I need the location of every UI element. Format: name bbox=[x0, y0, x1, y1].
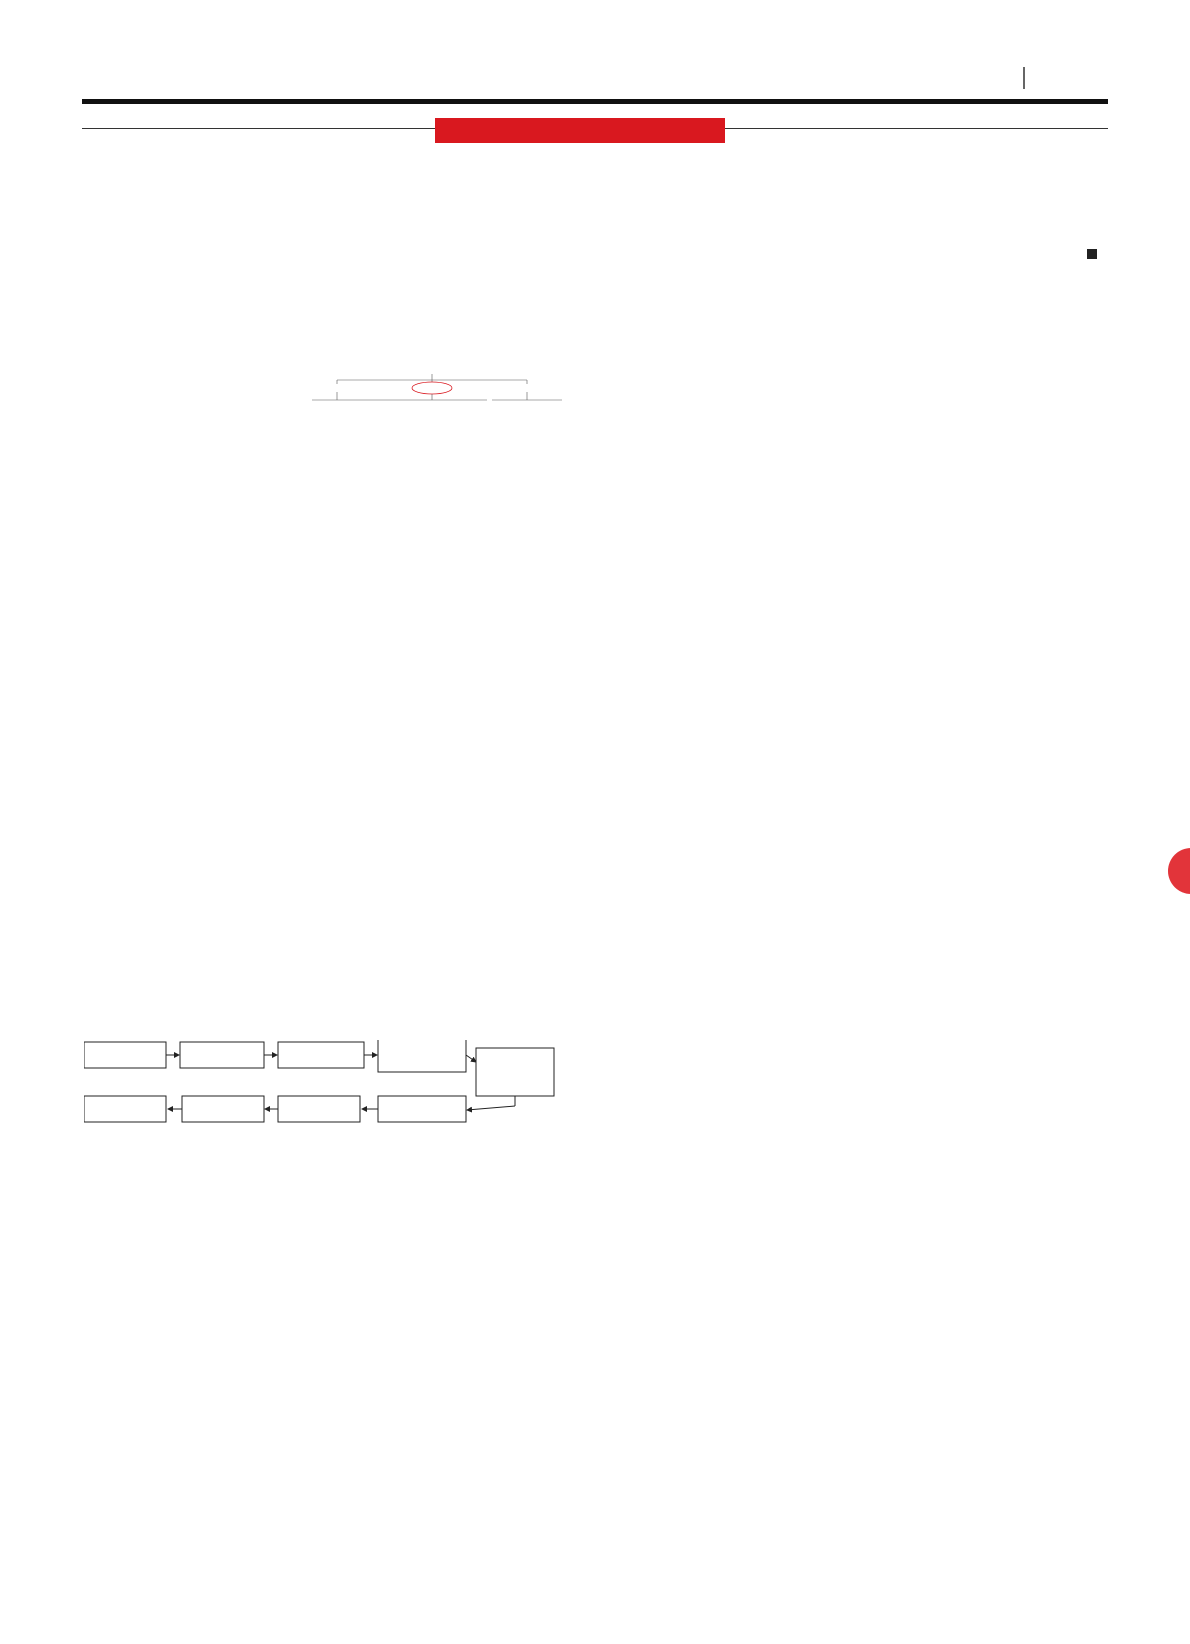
header-separator bbox=[1023, 67, 1025, 89]
flow-step-summary-filing bbox=[84, 1096, 166, 1122]
column-tag bbox=[435, 118, 725, 143]
flow-step-action bbox=[278, 1096, 360, 1122]
flow-step-resource-timing bbox=[378, 1096, 466, 1122]
flow-step-process-analysis bbox=[180, 1042, 264, 1068]
fmea-classification-tree bbox=[312, 362, 582, 462]
flow-step-constitute-solution bbox=[476, 1048, 554, 1096]
author-square-icon bbox=[1087, 249, 1097, 259]
article-author bbox=[1087, 246, 1102, 261]
page-tab-marker bbox=[1168, 848, 1190, 894]
flow-step-core-team bbox=[84, 1042, 166, 1068]
pfmea-record-table bbox=[610, 272, 1106, 402]
flow-step-distinguish bbox=[378, 1040, 466, 1072]
pfmea-steps-flowchart bbox=[84, 1040, 576, 1140]
flow-step-check-correct bbox=[182, 1096, 264, 1122]
header-rule-thick bbox=[82, 99, 1108, 104]
tree-branch-highlight bbox=[412, 382, 452, 394]
flow-step-assess-failure bbox=[278, 1042, 364, 1068]
